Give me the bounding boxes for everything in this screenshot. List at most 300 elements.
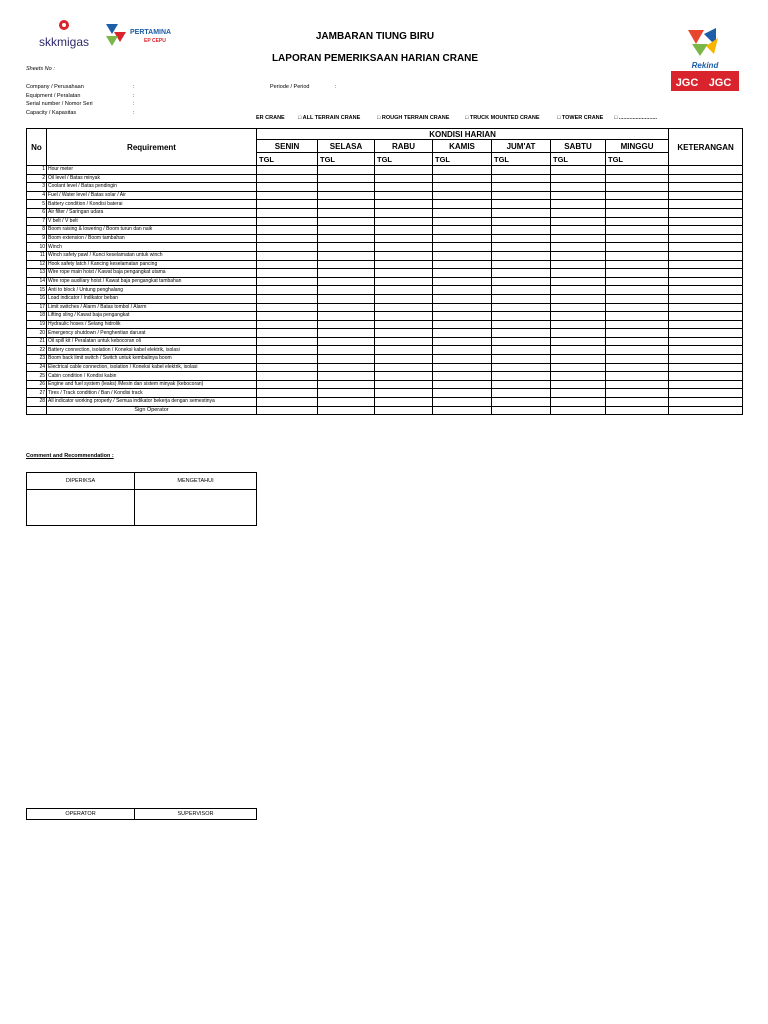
day-check-cell[interactable] bbox=[433, 372, 492, 381]
day-check-cell[interactable] bbox=[606, 243, 669, 252]
day-header: SELASA bbox=[318, 140, 375, 153]
sign-operator-cell[interactable] bbox=[318, 406, 375, 414]
day-header: SENIN bbox=[257, 140, 318, 153]
row-number: 4 bbox=[27, 191, 47, 200]
day-check-cell[interactable] bbox=[433, 191, 492, 200]
day-check-cell[interactable] bbox=[375, 380, 433, 389]
day-check-cell[interactable] bbox=[492, 372, 551, 381]
day-check-cell[interactable] bbox=[551, 269, 606, 278]
keterangan-cell[interactable] bbox=[669, 277, 743, 286]
mengetahui-sign-area[interactable] bbox=[135, 490, 257, 526]
day-check-cell[interactable] bbox=[606, 208, 669, 217]
day-check-cell[interactable] bbox=[375, 277, 433, 286]
day-check-cell[interactable] bbox=[257, 380, 318, 389]
table-row bbox=[27, 294, 743, 303]
keterangan-cell[interactable] bbox=[669, 294, 743, 303]
day-check-cell[interactable] bbox=[606, 260, 669, 269]
day-check-cell[interactable] bbox=[257, 337, 318, 346]
skkmigas-logo bbox=[28, 18, 100, 52]
day-check-cell[interactable] bbox=[433, 294, 492, 303]
sign-operator-cell[interactable] bbox=[669, 406, 743, 414]
table-row bbox=[27, 303, 743, 312]
sign-operator-row bbox=[27, 406, 743, 414]
day-check-cell[interactable] bbox=[492, 312, 551, 321]
day-check-cell[interactable] bbox=[551, 191, 606, 200]
day-check-cell[interactable] bbox=[606, 355, 669, 364]
table-row bbox=[27, 217, 743, 226]
day-check-cell[interactable] bbox=[433, 269, 492, 278]
keterangan-cell[interactable] bbox=[669, 200, 743, 209]
tgl-cell: TGL bbox=[492, 153, 551, 166]
signature-table bbox=[26, 808, 257, 820]
day-check-cell[interactable] bbox=[375, 191, 433, 200]
day-check-cell[interactable] bbox=[433, 234, 492, 243]
keterangan-cell[interactable] bbox=[669, 174, 743, 183]
day-check-cell[interactable] bbox=[492, 183, 551, 192]
day-check-cell[interactable] bbox=[433, 226, 492, 235]
day-check-cell[interactable] bbox=[375, 234, 433, 243]
keterangan-cell[interactable] bbox=[669, 380, 743, 389]
day-check-cell[interactable] bbox=[551, 174, 606, 183]
requirement-text: Electrical cable connection, isolation / Koneksi kabel elektrik, isolasi bbox=[47, 363, 257, 372]
row-number: 25 bbox=[27, 372, 47, 381]
day-check-cell[interactable] bbox=[375, 243, 433, 252]
day-check-cell[interactable] bbox=[318, 389, 375, 398]
keterangan-cell[interactable] bbox=[669, 346, 743, 355]
day-check-cell[interactable] bbox=[492, 286, 551, 295]
day-check-cell[interactable] bbox=[318, 200, 375, 209]
keterangan-cell[interactable] bbox=[669, 312, 743, 321]
day-check-cell[interactable] bbox=[318, 320, 375, 329]
day-check-cell[interactable] bbox=[551, 277, 606, 286]
day-check-cell[interactable] bbox=[257, 294, 318, 303]
day-check-cell[interactable] bbox=[606, 372, 669, 381]
day-check-cell[interactable] bbox=[606, 380, 669, 389]
day-check-cell[interactable] bbox=[257, 251, 318, 260]
day-check-cell[interactable] bbox=[375, 269, 433, 278]
no-header: No bbox=[27, 129, 47, 166]
day-check-cell[interactable] bbox=[433, 286, 492, 295]
day-check-cell[interactable] bbox=[492, 217, 551, 226]
requirement-text: All indicator working properly / Semua indikator bekerja dengan semestinya bbox=[47, 398, 257, 407]
day-header: KAMIS bbox=[433, 140, 492, 153]
table-row bbox=[27, 234, 743, 243]
tgl-cell: TGL bbox=[551, 153, 606, 166]
day-check-cell[interactable] bbox=[318, 286, 375, 295]
day-check-cell[interactable] bbox=[375, 226, 433, 235]
keterangan-cell[interactable] bbox=[669, 234, 743, 243]
requirement-text: Limit switches / Alarm / Batas tombol / Alarm bbox=[47, 303, 257, 312]
day-check-cell[interactable] bbox=[257, 346, 318, 355]
sign-operator-cell[interactable] bbox=[492, 406, 551, 414]
table-row bbox=[27, 286, 743, 295]
keterangan-cell[interactable] bbox=[669, 269, 743, 278]
day-check-cell[interactable] bbox=[375, 355, 433, 364]
period-label: Periode / Period bbox=[270, 84, 310, 90]
day-check-cell[interactable] bbox=[257, 243, 318, 252]
sign-spacer bbox=[27, 406, 47, 414]
day-check-cell[interactable] bbox=[318, 234, 375, 243]
day-check-cell[interactable] bbox=[375, 294, 433, 303]
requirement-header: Requirement bbox=[47, 129, 257, 166]
crane-option[interactable]: □ ALL TERRAIN CRANE bbox=[298, 115, 361, 121]
day-check-cell[interactable] bbox=[257, 303, 318, 312]
day-check-cell[interactable] bbox=[492, 363, 551, 372]
day-check-cell[interactable] bbox=[318, 346, 375, 355]
day-check-cell[interactable] bbox=[606, 183, 669, 192]
day-check-cell[interactable] bbox=[551, 226, 606, 235]
day-check-cell[interactable] bbox=[551, 320, 606, 329]
day-check-cell[interactable] bbox=[318, 191, 375, 200]
day-check-cell[interactable] bbox=[492, 398, 551, 407]
day-check-cell[interactable] bbox=[492, 294, 551, 303]
day-check-cell[interactable] bbox=[318, 363, 375, 372]
day-check-cell[interactable] bbox=[375, 398, 433, 407]
day-check-cell[interactable] bbox=[318, 329, 375, 338]
day-check-cell[interactable] bbox=[257, 320, 318, 329]
day-check-cell[interactable] bbox=[606, 191, 669, 200]
day-check-cell[interactable] bbox=[433, 217, 492, 226]
day-check-cell[interactable] bbox=[492, 269, 551, 278]
day-check-cell[interactable] bbox=[375, 251, 433, 260]
day-check-cell[interactable] bbox=[606, 226, 669, 235]
keterangan-cell[interactable] bbox=[669, 208, 743, 217]
table-row bbox=[27, 200, 743, 209]
day-check-cell[interactable] bbox=[551, 329, 606, 338]
day-check-cell[interactable] bbox=[492, 320, 551, 329]
day-check-cell[interactable] bbox=[257, 389, 318, 398]
diperiksa-sign-area[interactable] bbox=[27, 490, 135, 526]
day-check-cell[interactable] bbox=[375, 303, 433, 312]
supervisor-label: SUPERVISOR bbox=[135, 809, 257, 820]
keterangan-cell[interactable] bbox=[669, 329, 743, 338]
company-colon: : bbox=[133, 84, 135, 90]
day-header: SABTU bbox=[551, 140, 606, 153]
tgl-cell: TGL bbox=[257, 153, 318, 166]
day-check-cell[interactable] bbox=[257, 269, 318, 278]
day-check-cell[interactable] bbox=[375, 372, 433, 381]
requirement-text: Tires / Track condition / Ban / Kondisi track bbox=[47, 389, 257, 398]
day-check-cell[interactable] bbox=[257, 217, 318, 226]
day-check-cell[interactable] bbox=[606, 217, 669, 226]
day-check-cell[interactable] bbox=[606, 251, 669, 260]
day-check-cell[interactable] bbox=[551, 363, 606, 372]
day-check-cell[interactable] bbox=[606, 320, 669, 329]
mengetahui-label: MENGETAHUI bbox=[135, 473, 257, 490]
day-check-cell[interactable] bbox=[257, 277, 318, 286]
day-check-cell[interactable] bbox=[551, 251, 606, 260]
day-check-cell[interactable] bbox=[551, 312, 606, 321]
day-check-cell[interactable] bbox=[606, 294, 669, 303]
keterangan-cell[interactable] bbox=[669, 217, 743, 226]
day-check-cell[interactable] bbox=[257, 191, 318, 200]
row-number: 12 bbox=[27, 260, 47, 269]
table-row bbox=[27, 277, 743, 286]
keterangan-cell[interactable] bbox=[669, 337, 743, 346]
day-check-cell[interactable] bbox=[606, 286, 669, 295]
company-label: Company / Perusahaan bbox=[26, 84, 84, 90]
keterangan-cell[interactable] bbox=[669, 260, 743, 269]
day-check-cell[interactable] bbox=[551, 346, 606, 355]
day-check-cell[interactable] bbox=[257, 183, 318, 192]
day-check-cell[interactable] bbox=[606, 234, 669, 243]
day-check-cell[interactable] bbox=[492, 208, 551, 217]
day-check-cell[interactable] bbox=[606, 329, 669, 338]
day-check-cell[interactable] bbox=[433, 355, 492, 364]
day-check-cell[interactable] bbox=[257, 355, 318, 364]
day-check-cell[interactable] bbox=[433, 346, 492, 355]
day-check-cell[interactable] bbox=[433, 337, 492, 346]
day-check-cell[interactable] bbox=[257, 329, 318, 338]
day-check-cell[interactable] bbox=[492, 346, 551, 355]
day-check-cell[interactable] bbox=[375, 329, 433, 338]
day-check-cell[interactable] bbox=[318, 174, 375, 183]
row-number: 5 bbox=[27, 200, 47, 209]
keterangan-header: KETERANGAN bbox=[669, 129, 743, 166]
day-check-cell[interactable] bbox=[318, 337, 375, 346]
day-check-cell[interactable] bbox=[606, 337, 669, 346]
day-check-cell[interactable] bbox=[551, 294, 606, 303]
day-check-cell[interactable] bbox=[433, 166, 492, 175]
day-check-cell[interactable] bbox=[375, 312, 433, 321]
keterangan-cell[interactable] bbox=[669, 251, 743, 260]
day-check-cell[interactable] bbox=[318, 355, 375, 364]
day-check-cell[interactable] bbox=[257, 174, 318, 183]
day-check-cell[interactable] bbox=[257, 286, 318, 295]
day-check-cell[interactable] bbox=[433, 398, 492, 407]
day-check-cell[interactable] bbox=[257, 234, 318, 243]
row-number: 23 bbox=[27, 355, 47, 364]
day-check-cell[interactable] bbox=[257, 166, 318, 175]
day-check-cell[interactable] bbox=[551, 200, 606, 209]
keterangan-cell[interactable] bbox=[669, 191, 743, 200]
day-check-cell[interactable] bbox=[318, 226, 375, 235]
sign-operator-cell[interactable] bbox=[433, 406, 492, 414]
day-check-cell[interactable] bbox=[551, 337, 606, 346]
day-check-cell[interactable] bbox=[433, 208, 492, 217]
day-check-cell[interactable] bbox=[318, 217, 375, 226]
rekind-text: Rekind bbox=[691, 61, 719, 70]
day-check-cell[interactable] bbox=[492, 355, 551, 364]
tgl-cell: TGL bbox=[606, 153, 669, 166]
day-check-cell[interactable] bbox=[433, 312, 492, 321]
row-number: 11 bbox=[27, 251, 47, 260]
day-check-cell[interactable] bbox=[375, 183, 433, 192]
day-check-cell[interactable] bbox=[433, 251, 492, 260]
day-check-cell[interactable] bbox=[318, 166, 375, 175]
table-row bbox=[27, 226, 743, 235]
sign-operator-cell[interactable] bbox=[257, 406, 318, 414]
requirement-text: Boom back limit switch / Switch untuk kembalinya boom bbox=[47, 355, 257, 364]
day-check-cell[interactable] bbox=[492, 200, 551, 209]
day-check-cell[interactable] bbox=[257, 312, 318, 321]
day-check-cell[interactable] bbox=[492, 337, 551, 346]
operator-label: OPERATOR bbox=[27, 809, 135, 820]
day-check-cell[interactable] bbox=[551, 355, 606, 364]
day-check-cell[interactable] bbox=[318, 303, 375, 312]
keterangan-cell[interactable] bbox=[669, 320, 743, 329]
crane-option[interactable]: □ ......................... bbox=[614, 115, 658, 121]
requirement-text: Anti to block / Untung penghalang bbox=[47, 286, 257, 295]
day-check-cell[interactable] bbox=[433, 363, 492, 372]
day-check-cell[interactable] bbox=[492, 329, 551, 338]
day-check-cell[interactable] bbox=[551, 234, 606, 243]
crane-option[interactable]: ER CRANE bbox=[256, 115, 285, 121]
day-check-cell[interactable] bbox=[433, 243, 492, 252]
day-check-cell[interactable] bbox=[492, 243, 551, 252]
day-check-cell[interactable] bbox=[257, 208, 318, 217]
day-check-cell[interactable] bbox=[492, 166, 551, 175]
day-check-cell[interactable] bbox=[375, 346, 433, 355]
day-check-cell[interactable] bbox=[551, 166, 606, 175]
day-check-cell[interactable] bbox=[318, 294, 375, 303]
requirement-text: Engine and fuel system (leaks) /Mesin dan sistem minyak (kebocoran) bbox=[47, 380, 257, 389]
day-check-cell[interactable] bbox=[375, 286, 433, 295]
day-check-cell[interactable] bbox=[492, 303, 551, 312]
day-check-cell[interactable] bbox=[433, 174, 492, 183]
day-check-cell[interactable] bbox=[551, 217, 606, 226]
keterangan-cell[interactable] bbox=[669, 243, 743, 252]
table-row bbox=[27, 174, 743, 183]
day-check-cell[interactable] bbox=[318, 380, 375, 389]
day-check-cell[interactable] bbox=[551, 183, 606, 192]
day-check-cell[interactable] bbox=[257, 398, 318, 407]
day-check-cell[interactable] bbox=[375, 166, 433, 175]
requirement-text: Winch safety pawl / Kunci keselamatan untuk winch bbox=[47, 251, 257, 260]
day-check-cell[interactable] bbox=[606, 389, 669, 398]
requirement-text: Load indicator / Indikator beban bbox=[47, 294, 257, 303]
day-check-cell[interactable] bbox=[318, 398, 375, 407]
day-check-cell[interactable] bbox=[606, 269, 669, 278]
day-check-cell[interactable] bbox=[551, 372, 606, 381]
day-check-cell[interactable] bbox=[606, 174, 669, 183]
day-check-cell[interactable] bbox=[318, 251, 375, 260]
day-check-cell[interactable] bbox=[551, 398, 606, 407]
day-check-cell[interactable] bbox=[433, 380, 492, 389]
sign-operator-cell[interactable] bbox=[606, 406, 669, 414]
crane-option[interactable]: □ TOWER CRANE bbox=[557, 115, 604, 121]
day-check-cell[interactable] bbox=[492, 191, 551, 200]
requirement-text: Fuel / Water level / Batas solar / Air bbox=[47, 191, 257, 200]
keterangan-cell[interactable] bbox=[669, 355, 743, 364]
day-check-cell[interactable] bbox=[433, 320, 492, 329]
requirement-text: Emergency shutdown / Penghentian darurat bbox=[47, 329, 257, 338]
day-check-cell[interactable] bbox=[551, 208, 606, 217]
day-check-cell[interactable] bbox=[257, 200, 318, 209]
keterangan-cell[interactable] bbox=[669, 389, 743, 398]
day-check-cell[interactable] bbox=[492, 389, 551, 398]
table-row bbox=[27, 346, 743, 355]
day-check-cell[interactable] bbox=[606, 166, 669, 175]
day-check-cell[interactable] bbox=[375, 389, 433, 398]
skkmigas-text: skkmigas bbox=[38, 35, 90, 49]
requirement-text: Battery condition / Kondisi baterai bbox=[47, 200, 257, 209]
day-check-cell[interactable] bbox=[257, 363, 318, 372]
day-check-cell[interactable] bbox=[433, 389, 492, 398]
day-check-cell[interactable] bbox=[492, 234, 551, 243]
day-check-cell[interactable] bbox=[551, 286, 606, 295]
keterangan-cell[interactable] bbox=[669, 372, 743, 381]
day-check-cell[interactable] bbox=[257, 226, 318, 235]
keterangan-cell[interactable] bbox=[669, 363, 743, 372]
day-check-cell[interactable] bbox=[492, 226, 551, 235]
table-row bbox=[27, 380, 743, 389]
day-check-cell[interactable] bbox=[375, 217, 433, 226]
day-check-cell[interactable] bbox=[606, 398, 669, 407]
sign-operator-cell[interactable] bbox=[551, 406, 606, 414]
day-check-cell[interactable] bbox=[375, 260, 433, 269]
day-check-cell[interactable] bbox=[318, 243, 375, 252]
keterangan-cell[interactable] bbox=[669, 226, 743, 235]
day-check-cell[interactable] bbox=[606, 363, 669, 372]
day-check-cell[interactable] bbox=[318, 183, 375, 192]
keterangan-cell[interactable] bbox=[669, 303, 743, 312]
requirement-text: V belt / V belt bbox=[47, 217, 257, 226]
day-check-cell[interactable] bbox=[492, 277, 551, 286]
day-check-cell[interactable] bbox=[318, 372, 375, 381]
day-check-cell[interactable] bbox=[492, 260, 551, 269]
day-check-cell[interactable] bbox=[606, 346, 669, 355]
day-check-cell[interactable] bbox=[318, 312, 375, 321]
keterangan-cell[interactable] bbox=[669, 183, 743, 192]
day-check-cell[interactable] bbox=[318, 260, 375, 269]
keterangan-cell[interactable] bbox=[669, 166, 743, 175]
day-check-cell[interactable] bbox=[433, 277, 492, 286]
day-check-cell[interactable] bbox=[551, 260, 606, 269]
day-check-cell[interactable] bbox=[375, 200, 433, 209]
table-row bbox=[27, 329, 743, 338]
day-check-cell[interactable] bbox=[433, 200, 492, 209]
sign-operator-cell[interactable] bbox=[375, 406, 433, 414]
day-check-cell[interactable] bbox=[492, 380, 551, 389]
day-check-cell[interactable] bbox=[375, 337, 433, 346]
day-check-cell[interactable] bbox=[551, 389, 606, 398]
day-check-cell[interactable] bbox=[606, 277, 669, 286]
row-number: 22 bbox=[27, 346, 47, 355]
jgc-text-2: JGC bbox=[708, 77, 732, 89]
crane-option[interactable]: □ ROUGH TERRAIN CRANE bbox=[377, 115, 450, 121]
day-check-cell[interactable] bbox=[433, 303, 492, 312]
day-check-cell[interactable] bbox=[551, 303, 606, 312]
day-check-cell[interactable] bbox=[257, 260, 318, 269]
day-check-cell[interactable] bbox=[375, 174, 433, 183]
day-check-cell[interactable] bbox=[433, 183, 492, 192]
keterangan-cell[interactable] bbox=[669, 286, 743, 295]
day-check-cell[interactable] bbox=[318, 277, 375, 286]
crane-option[interactable]: □ TRUCK MOUNTED CRANE bbox=[465, 115, 540, 121]
day-check-cell[interactable] bbox=[606, 303, 669, 312]
day-check-cell[interactable] bbox=[375, 208, 433, 217]
day-check-cell[interactable] bbox=[375, 363, 433, 372]
day-check-cell[interactable] bbox=[433, 260, 492, 269]
day-check-cell[interactable] bbox=[606, 200, 669, 209]
day-check-cell[interactable] bbox=[257, 372, 318, 381]
day-check-cell[interactable] bbox=[318, 208, 375, 217]
day-check-cell[interactable] bbox=[318, 269, 375, 278]
tgl-cell: TGL bbox=[433, 153, 492, 166]
equipment-label: Equipment / Peralatan bbox=[26, 93, 81, 99]
day-check-cell[interactable] bbox=[492, 174, 551, 183]
day-check-cell[interactable] bbox=[551, 380, 606, 389]
day-check-cell[interactable] bbox=[551, 243, 606, 252]
day-check-cell[interactable] bbox=[492, 251, 551, 260]
day-check-cell[interactable] bbox=[375, 320, 433, 329]
row-number: 18 bbox=[27, 312, 47, 321]
row-number: 7 bbox=[27, 217, 47, 226]
keterangan-cell[interactable] bbox=[669, 398, 743, 407]
day-check-cell[interactable] bbox=[433, 329, 492, 338]
day-check-cell[interactable] bbox=[606, 312, 669, 321]
